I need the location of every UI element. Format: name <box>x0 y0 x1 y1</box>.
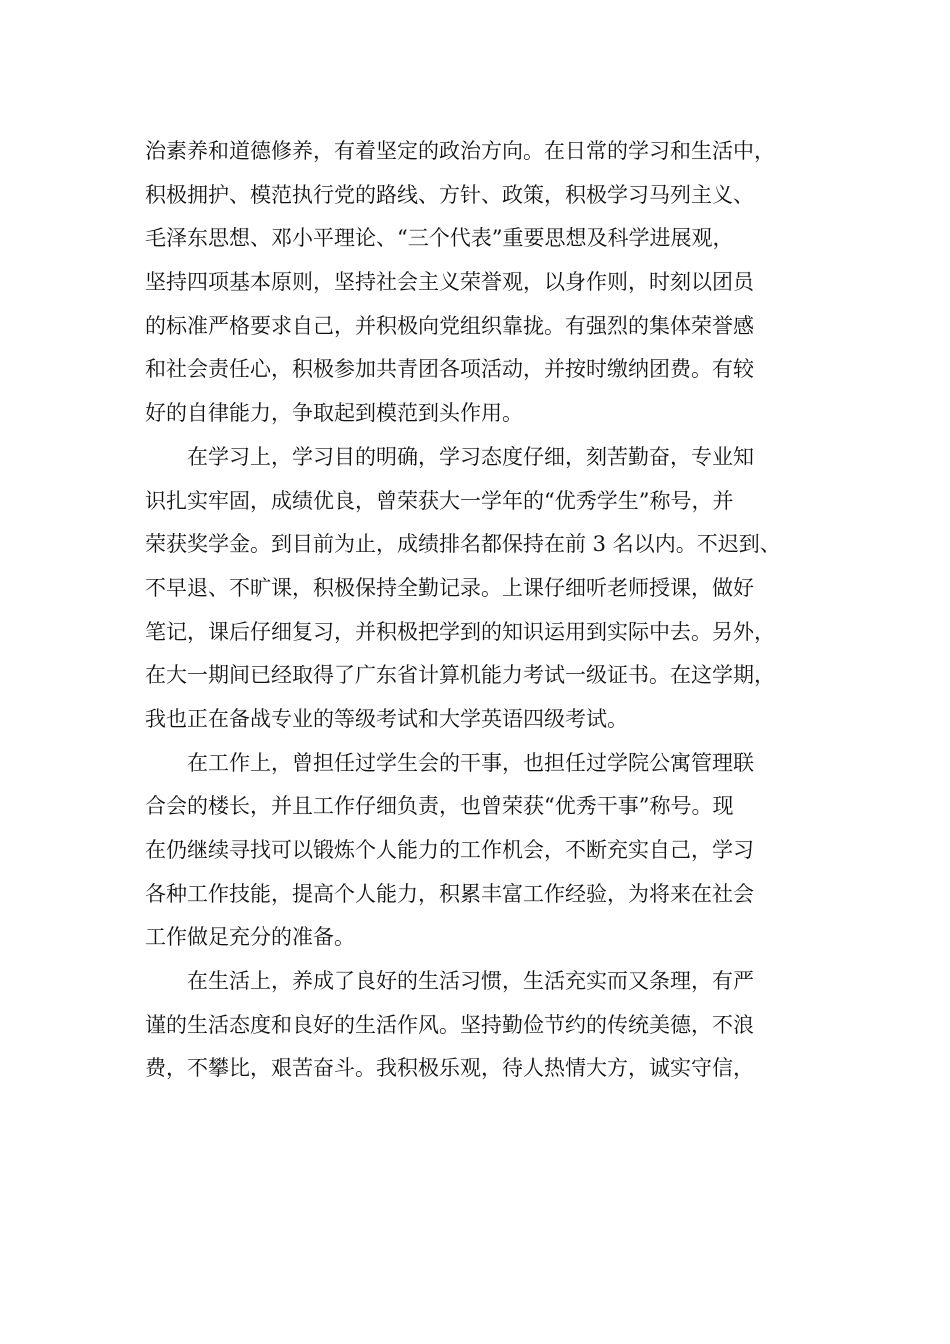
text-line: 的标准严格要求自己，并积极向党组织靠拢。有强烈的集体荣誉感 <box>145 313 754 338</box>
text-line: 笔记，课后仔细复习，并积极把学到的知识运用到实际中去。另外， <box>145 619 775 644</box>
text-line: 治素养和道德修养，有着坚定的政治方向。在日常的学习和生活中， <box>145 139 775 163</box>
text-line: 在工作上，曾担任过学生会的干事，也担任过学院公寓管理联 <box>187 750 754 775</box>
text-line: 识扎实牢固，成绩优良，曾荣获大一学年的“优秀学生”称号，并 <box>145 488 734 513</box>
text-line: 在生活上，养成了良好的生活习惯，生活充实而又条理，有严 <box>187 969 754 994</box>
text-line: 荣获奖学金。到目前为止，成绩排名都保持在前 3 名以内。不迟到、 <box>145 532 781 557</box>
text-line: 和社会责任心，积极参加共青团各项活动，并按时缴纳团费。有较 <box>145 357 754 382</box>
text-line: 好的自律能力，争取起到模范到头作用。 <box>145 401 523 426</box>
text-line: 在仍继续寻找可以锻炼个人能力的工作机会，不断充实自己，学习 <box>145 838 754 862</box>
document-body <box>145 130 815 1091</box>
text-line: 费，不攀比，艰苦奋斗。我积极乐观，待人热情大方，诚实守信， <box>145 1056 754 1081</box>
text-line: 毛泽东思想、邓小平理论、“三个代表”重要思想及科学进展观， <box>145 226 734 251</box>
text-line: 各种工作技能，提高个人能力，积累丰富工作经验，为将来在社会 <box>145 881 754 906</box>
text-line: 在学习上，学习目的明确，学习态度仔细，刻苦勤奋，专业知 <box>187 444 754 469</box>
text-line: 谨的生活态度和良好的生活作风。坚持勤俭节约的传统美德，不浪 <box>145 1012 754 1037</box>
text-line: 工作做足充分的准备。 <box>145 925 355 950</box>
text-line: 我也正在备战专业的等级考试和大学英语四级考试。 <box>145 706 628 731</box>
text-line: 在大一期间已经取得了广东省计算机能力考试一级证书。在这学期， <box>145 663 775 688</box>
text-line: 合会的楼长，并且工作仔细负责，也曾荣获“优秀干事”称号。现 <box>145 794 734 819</box>
text-line: 不早退、不旷课，积极保持全勤记录。上课仔细听老师授课，做好 <box>145 575 754 600</box>
text-line: 积极拥护、模范执行党的路线、方针、政策，积极学习马列主义、 <box>145 182 754 207</box>
text-line: 坚持四项基本原则，坚持社会主义荣誉观，以身作则，时刻以团员 <box>145 270 754 295</box>
